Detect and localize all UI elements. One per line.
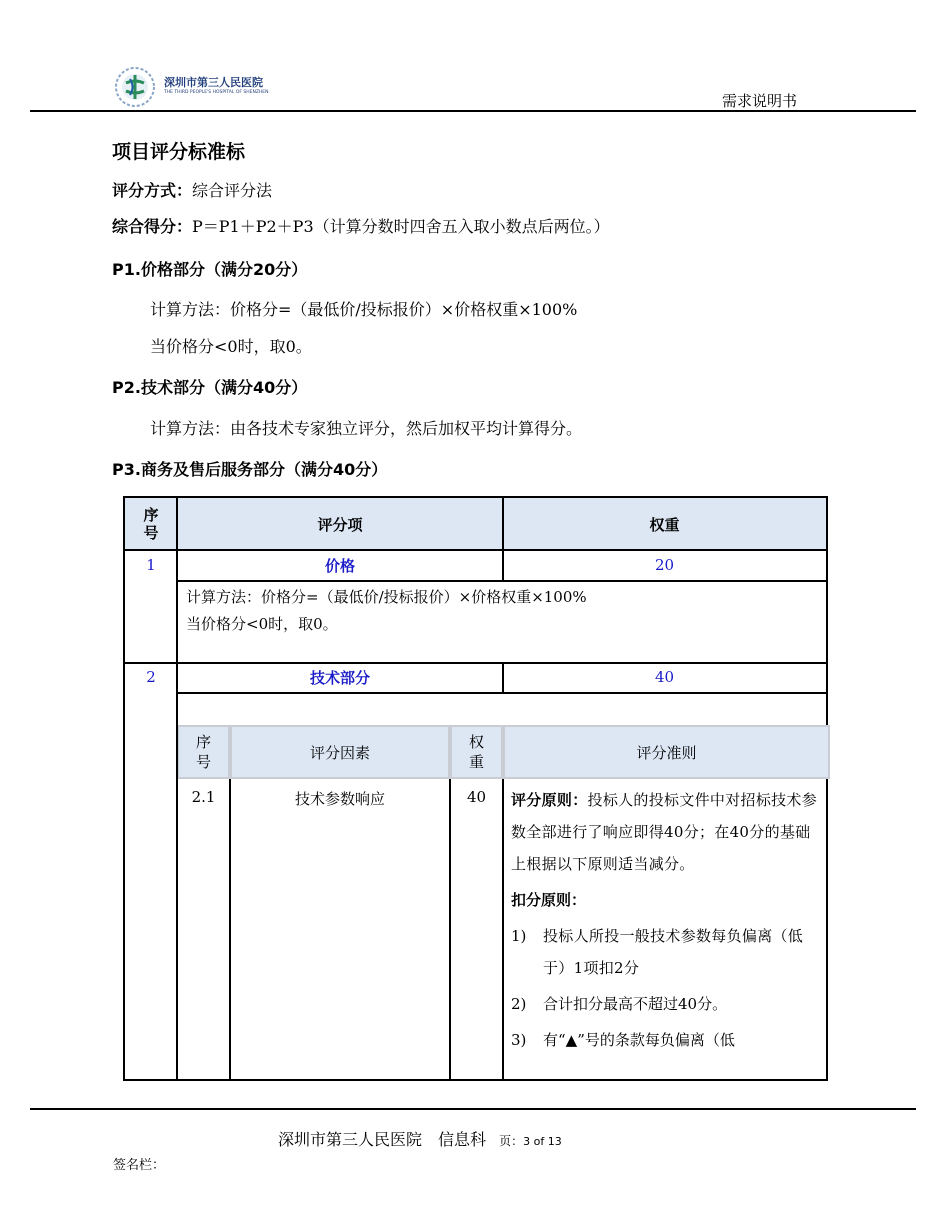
- inner-row-no: 2.1: [191, 788, 216, 806]
- footer-org: 深圳市第三人民医院 信息科: [278, 1130, 487, 1149]
- document-title: 需求说明书: [722, 92, 798, 110]
- total-score: [112, 214, 610, 237]
- grid-line: [502, 779, 504, 1081]
- scoring-method: [112, 178, 272, 201]
- inner-header-criteria: 评分准则: [503, 725, 830, 779]
- footer-org-line: [278, 1127, 562, 1150]
- p1-calc: 计算方法：价格分=（最低价/投标报价）×价格权重×100%: [150, 300, 578, 319]
- principle-label: 评分原则：: [511, 791, 588, 809]
- scoring-method-label: 评分方式：: [112, 181, 193, 200]
- row2-no: 2: [146, 668, 156, 686]
- list-item: 3) 有“▲”号的条款每负偏离（低: [511, 1031, 735, 1049]
- total-score-label: 综合得分：: [112, 217, 193, 236]
- grid-line: [177, 692, 826, 694]
- inner-header-no: 序号: [177, 725, 230, 779]
- scoring-table: [123, 496, 828, 1081]
- header-divider: [30, 110, 916, 112]
- p2-title: P2.技术部分（满分40分）: [112, 378, 308, 397]
- hospital-emblem-icon: [112, 66, 158, 108]
- row1-description: [186, 584, 826, 638]
- inner-row-weight: 40: [466, 788, 487, 806]
- grid-line: [177, 580, 826, 582]
- row1-calc: 计算方法：价格分=（最低价/投标报价）×价格权重×100%: [186, 588, 587, 606]
- p3-title: P3.商务及售后服务部分（满分40分）: [112, 460, 388, 479]
- row1-no: 1: [146, 556, 156, 574]
- inner-header-weight: 权重: [450, 725, 503, 779]
- page-number: 3 of 13: [523, 1135, 562, 1148]
- grid-line: [502, 498, 504, 580]
- grid-line: [176, 498, 178, 1081]
- signature-label: 签名栏：: [113, 1158, 166, 1173]
- grid-line: [449, 779, 451, 1081]
- logo-text-cn: 深圳市第三人民医院: [164, 76, 263, 89]
- section-title: 项目评分标准标: [112, 141, 246, 163]
- grid-line: [125, 549, 826, 551]
- total-score-formula: P＝P1＋P2＋P3（计算分数时四舍五入取小数点后两位。）: [192, 217, 610, 236]
- row2-item: 技术部分: [309, 668, 370, 687]
- principle-paragraph: [511, 784, 823, 880]
- header-item: 评分项: [177, 498, 503, 550]
- p1-zero-rule: 当价格分<0时，取0。: [150, 337, 312, 356]
- inner-row-factor: 技术参数响应: [294, 790, 385, 808]
- principle-text: 投标人的投标文件中对招标技术参数全部进行了响应即得40分；在40分的基础上根据以下原则适当减分。: [511, 791, 818, 873]
- header-no: 序号: [125, 498, 177, 550]
- p1-title: P1.价格部分（满分20分）: [112, 260, 308, 279]
- grid-line: [125, 662, 826, 664]
- logo-text-en: THE THIRD PEOPLE'S HOSPITAL OF SHENZHEN: [164, 90, 269, 95]
- list-item: 2) 合计扣分最高不超过40分。: [511, 995, 728, 1013]
- inner-row-criteria: [511, 784, 823, 1056]
- inner-header-factor: 评分因素: [230, 725, 450, 779]
- row2-weight: 40: [654, 668, 675, 686]
- row1-zero-rule: 当价格分<0时，取0。: [186, 615, 338, 633]
- deduct-label: 扣分原则：: [511, 891, 587, 909]
- footer-divider: [30, 1108, 916, 1110]
- footer-page-label: 页：: [499, 1134, 524, 1148]
- p2-calc: 计算方法：由各技术专家独立评分，然后加权平均计算得分。: [150, 419, 583, 438]
- row1-weight: 20: [654, 556, 675, 574]
- scoring-method-value: 综合评分法: [192, 181, 273, 200]
- header-weight: 权重: [503, 498, 826, 550]
- row1-item: 价格: [324, 556, 355, 575]
- list-item: 1) 投标人所投一般技术参数每负偏离（低于）1项扣2分: [511, 927, 804, 977]
- grid-line: [229, 779, 231, 1081]
- grid-line: [502, 662, 504, 692]
